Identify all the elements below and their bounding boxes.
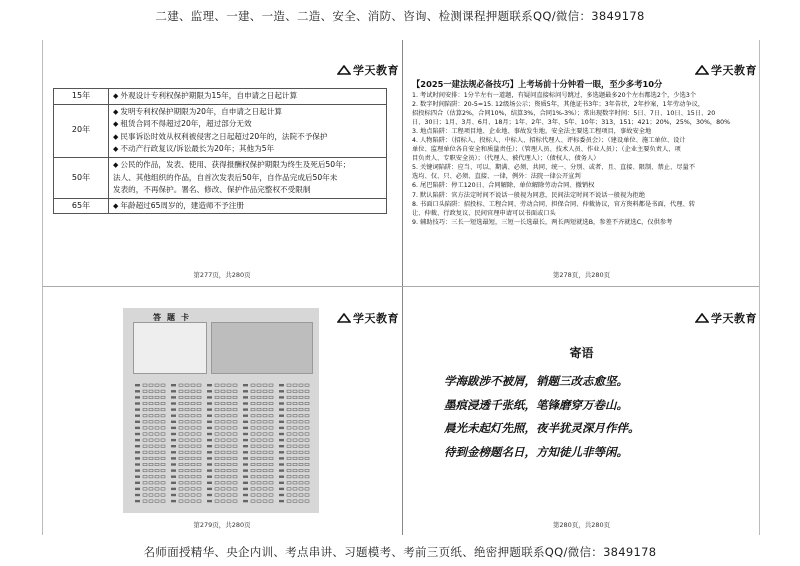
answer-bubble-row <box>135 500 165 502</box>
tip-line: 让、仲裁、行政复议、民间官理申请可以书面或口头 <box>412 209 556 217</box>
answer-bubble-row <box>207 427 237 429</box>
brand-name: 学天教育 <box>711 312 757 325</box>
answer-bubble-row <box>135 439 165 441</box>
tip-line: 3. 地点陷阱：工程项目地、企业地、事故发生地，安全法主要选工程项目，事故安全地 <box>412 128 652 136</box>
answer-bubble-row <box>243 433 273 435</box>
answer-bubble-row <box>171 476 201 478</box>
answer-bubble-row <box>207 439 237 441</box>
answer-bubble-row <box>207 415 237 417</box>
answer-bubble-row <box>135 476 165 478</box>
bullet-icon: ◆ <box>113 201 119 210</box>
answer-bubble-row <box>279 494 309 496</box>
duration-table <box>53 88 387 214</box>
rule-text: 年龄超过65周岁的，建造师不予注册 <box>120 200 244 210</box>
rule-cell <box>109 198 387 214</box>
answer-bubble-row <box>207 488 237 490</box>
page-277 <box>43 40 401 285</box>
document-sheet <box>42 40 760 535</box>
answer-bubble-row <box>171 488 201 490</box>
answer-bubble-row <box>279 427 309 429</box>
rule-text: 外观设计专利权保护期限为15年，自申请之日起计算 <box>120 91 298 100</box>
answer-bubble-row <box>279 408 309 410</box>
brand-logo-icon <box>337 313 351 323</box>
answer-bubble-row <box>207 500 237 502</box>
answer-sheet-title: 答题卡 <box>153 313 195 322</box>
answer-bubble-row <box>207 396 237 398</box>
answer-bubble-row <box>171 421 201 423</box>
answer-bubble-row <box>207 402 237 404</box>
answer-bubble-row <box>171 402 201 404</box>
answer-bubble-row <box>135 384 165 386</box>
answer-bubble-row <box>207 433 237 435</box>
poem-line: 学海跋涉不被屑，销题三改志愈坚。 <box>444 374 628 388</box>
answer-bubble-row <box>207 421 237 423</box>
answer-bubble-row <box>243 463 273 465</box>
answer-bubble-row <box>279 384 309 386</box>
rule-cell <box>109 104 387 157</box>
tip-line: 单位、监理单位各自安全和质量责任）；（管理人员、技术人员、作业人员）；（企业主要负责人、项 <box>412 146 681 154</box>
rule-line <box>113 90 382 103</box>
poem-title: 寄语 <box>569 346 594 360</box>
tip-line: 7. 默认陷阱：官方法定时间不说话一般视为同意，民间法定时间不说话一般视为拒绝 <box>412 191 645 199</box>
answer-bubble-row <box>135 445 165 447</box>
answer-bubble-row <box>171 469 201 471</box>
poem <box>444 370 734 464</box>
answer-bubble-row <box>279 415 309 417</box>
rule-line <box>113 131 382 144</box>
bullet-icon: ◆ <box>113 145 119 154</box>
page-number: 第279页，共280页 <box>193 521 251 529</box>
tip-line: 选均、仅、只、必须、直接、一律，例外：法院一律公开宣判 <box>412 173 581 181</box>
answer-bubble-row <box>207 390 237 392</box>
answer-bubble-row <box>243 384 273 386</box>
page-footer: 名师面授精华、央企内训、考点串讲、习题模考、考前三页纸、绝密押题联系QQ/微信：3849178 <box>143 545 657 559</box>
answer-bubble-row <box>243 439 273 441</box>
tip-line: 2. 数字时间陷阱：20-5=15. 12级场公示；资质5年，其他证书3年；3年告状，2年抄案，1年劳动争议， <box>412 101 705 109</box>
answer-bubble-row <box>279 390 309 392</box>
answer-bubble-row <box>279 463 309 465</box>
answer-bubble-row <box>135 482 165 484</box>
answer-bubble-row <box>135 488 165 490</box>
page-280 <box>404 288 759 535</box>
answer-bubble-row <box>135 494 165 496</box>
answer-bubble-row <box>135 463 165 465</box>
answer-bubble-row <box>243 396 273 398</box>
tip-line: 9. 辅助技巧：三长一短选最短，三短一长选最长，两长两短就选B，参差不齐就选C，仅供参考 <box>412 218 673 226</box>
answer-bubble-row <box>243 469 273 471</box>
page-header: 二建、监理、一建、一造、二造、安全、消防、咨询、检测课程押题联系QQ/微信：3849178 <box>155 9 645 23</box>
rule-line <box>113 143 382 156</box>
tip-line: 日、30日；1月、3月、6月、18月；1年、2年、3年、5年、10年；313，151；421；20%，25%，30%，80% <box>412 119 731 127</box>
answer-bubble-row <box>207 476 237 478</box>
answer-bubble-row <box>279 457 309 459</box>
rule-cell <box>109 157 387 198</box>
answer-bubble-row <box>171 415 201 417</box>
brand-logo <box>695 310 757 326</box>
answer-bubble-row <box>171 396 201 398</box>
year-cell: 15年 <box>54 89 109 105</box>
answer-bubble-row <box>243 445 273 447</box>
answer-sheet-id-area <box>211 322 313 374</box>
rule-text: 民事诉讼时效从权利被侵害之日起超过20年的，法院不予保护 <box>120 131 328 141</box>
answer-bubble-row <box>207 384 237 386</box>
brand-name: 学天教育 <box>711 64 757 77</box>
bullet-icon: ◆ <box>113 120 119 129</box>
answer-bubble-row <box>171 482 201 484</box>
answer-bubble-row <box>171 439 201 441</box>
answer-bubble-row <box>171 384 201 386</box>
rule-text: 公民的作品，发表、使用、获得报酬权保护期限为终生及死后50年； <box>120 159 351 169</box>
answer-bubble-grid <box>131 382 313 507</box>
table-row <box>54 89 387 105</box>
answer-bubble-row <box>135 415 165 417</box>
bullet-icon: ◆ <box>113 107 119 116</box>
brand-logo <box>337 310 399 326</box>
answer-bubble-row <box>207 463 237 465</box>
tip-line: 5. 关键词陷阱：应当、可以、期满、必须、共同、统一、分别、或者、且、直接、限制、禁止、尽量不 <box>412 164 695 172</box>
answer-bubble-row <box>171 451 201 453</box>
tip-line: 目负责人、专职安全员）；（代理人、被代理人）；（债权人、债务人） <box>412 155 600 163</box>
tip-line: 1. 考试时间安排：1分半左右一道题，有疑问直接标问号跳过，多选题最多20个左右都选2个，少选3个 <box>412 92 697 99</box>
table-row <box>54 198 387 214</box>
answer-bubble-row <box>207 469 237 471</box>
brand-logo-icon <box>695 313 709 323</box>
answer-bubble-row <box>171 390 201 392</box>
answer-bubble-row <box>207 408 237 410</box>
answer-bubble-row <box>243 488 273 490</box>
brand-logo-icon <box>337 65 351 75</box>
rule-text: 法人、其他组织的作品，自首次发表后50年，自作品完成后50年未 <box>113 172 338 182</box>
brand-logo-icon <box>695 65 709 75</box>
table-row <box>54 157 387 198</box>
answer-bubble-row <box>243 482 273 484</box>
rule-text: 发明专利权保护期限为20年，自申请之日起计算 <box>120 106 282 116</box>
answer-bubble-row <box>243 451 273 453</box>
page-number: 第277页，共280页 <box>193 271 251 279</box>
answer-bubble-row <box>207 451 237 453</box>
answer-bubble-row <box>279 469 309 471</box>
answer-bubble-row <box>135 469 165 471</box>
answer-bubble-row <box>279 439 309 441</box>
table-row <box>54 104 387 157</box>
poem-line: 墨痕浸透千张纸，笔锋磨穿万卷山。 <box>444 397 628 412</box>
brand-logo <box>695 62 757 78</box>
year-cell: 50年 <box>54 157 109 198</box>
answer-bubble-row <box>279 421 309 423</box>
page-number: 第280页，共280页 <box>552 521 611 529</box>
answer-bubble-row <box>243 500 273 502</box>
answer-bubble-row <box>135 396 165 398</box>
answer-sheet-image <box>123 308 319 513</box>
answer-bubble-row <box>243 415 273 417</box>
answer-bubble-row <box>135 427 165 429</box>
tip-line: 8. 书面口头陷阱：招投标、工程合同、劳动合同、担保合同、仲裁协议，官方资料都是书面，代理、转 <box>412 200 695 208</box>
answer-bubble-row <box>243 390 273 392</box>
answer-bubble-row <box>171 463 201 465</box>
tip-line: 招投标四合（估算2%，合同10%，结算3%，合同1%-3%）；常出现数字时间：5日、7日、10日、15日、20 <box>412 110 716 118</box>
answer-bubble-row <box>279 445 309 447</box>
rule-line <box>113 200 382 213</box>
answer-bubble-row <box>279 396 309 398</box>
answer-bubble-row <box>207 494 237 496</box>
answer-bubble-row <box>279 433 309 435</box>
answer-bubble-row <box>207 445 237 447</box>
tip-line: 6. 尾巴陷阱：停工120日、合同解除、单位解除劳动合同、撤销权 <box>412 182 595 190</box>
page-278 <box>404 40 759 285</box>
year-cell: 65年 <box>54 198 109 214</box>
horizontal-divider <box>43 286 759 287</box>
answer-bubble-row <box>243 476 273 478</box>
year-cell: 20年 <box>54 104 109 157</box>
poem-line: 晨光未起灯先照，夜半犹灵深月作伴。 <box>444 421 640 435</box>
answer-bubble-row <box>279 500 309 502</box>
page-number: 第278页，共280页 <box>552 271 611 279</box>
bullet-icon: ◆ <box>113 132 119 141</box>
answer-sheet-instructions <box>133 322 207 374</box>
page-279 <box>43 288 401 535</box>
rule-line <box>113 159 382 172</box>
rule-text: 发表的，不再保护。署名、修改、保护作品完整权不受限制 <box>113 185 311 195</box>
answer-bubble-row <box>135 408 165 410</box>
bullet-icon: ◆ <box>113 160 119 169</box>
answer-bubble-row <box>135 457 165 459</box>
answer-bubble-row <box>135 451 165 453</box>
rule-text: 租赁合同不得超过20年，超过部分无效 <box>120 119 252 129</box>
rule-text: 不动产行政复议/诉讼最长为20年；其他为5年 <box>120 144 275 154</box>
rule-line <box>113 184 382 197</box>
answer-bubble-row <box>243 402 273 404</box>
answer-bubble-row <box>279 451 309 453</box>
rule-line <box>113 172 382 185</box>
rule-line <box>113 106 382 119</box>
answer-bubble-row <box>279 488 309 490</box>
rule-line <box>113 118 382 131</box>
answer-bubble-row <box>171 427 201 429</box>
answer-bubble-row <box>135 390 165 392</box>
answer-bubble-row <box>171 494 201 496</box>
answer-bubble-row <box>171 445 201 447</box>
answer-bubble-row <box>279 476 309 478</box>
answer-bubble-row <box>243 421 273 423</box>
brand-name: 学天教育 <box>353 312 399 325</box>
rule-cell <box>109 89 387 105</box>
answer-bubble-row <box>135 402 165 404</box>
answer-bubble-row <box>135 433 165 435</box>
answer-bubble-row <box>171 457 201 459</box>
answer-bubble-row <box>207 457 237 459</box>
tips-body <box>412 91 757 227</box>
brand-logo <box>337 62 399 78</box>
answer-bubble-row <box>171 408 201 410</box>
answer-bubble-row <box>279 482 309 484</box>
tips-title: 【2025一建法规必备技巧】上考场前十分钟看一眼，至少多考10分 <box>412 79 663 89</box>
answer-bubble-row <box>171 500 201 502</box>
bullet-icon: ◆ <box>113 92 119 100</box>
answer-bubble-row <box>243 457 273 459</box>
answer-bubble-row <box>243 427 273 429</box>
answer-bubble-row <box>207 482 237 484</box>
answer-bubble-row <box>279 402 309 404</box>
brand-name: 学天教育 <box>353 64 399 77</box>
vertical-divider <box>402 40 403 535</box>
answer-bubble-row <box>135 421 165 423</box>
answer-bubble-row <box>171 433 201 435</box>
tip-line: 4. 人物陷阱：（招标人、投标人、中标人、招标代理人、评标委员会）；（建设单位、施工单位、设计 <box>412 137 686 145</box>
poem-line: 待到金榜题名日，方知徒儿非等闲。 <box>444 444 628 459</box>
answer-bubble-row <box>243 408 273 410</box>
answer-bubble-row <box>243 494 273 496</box>
